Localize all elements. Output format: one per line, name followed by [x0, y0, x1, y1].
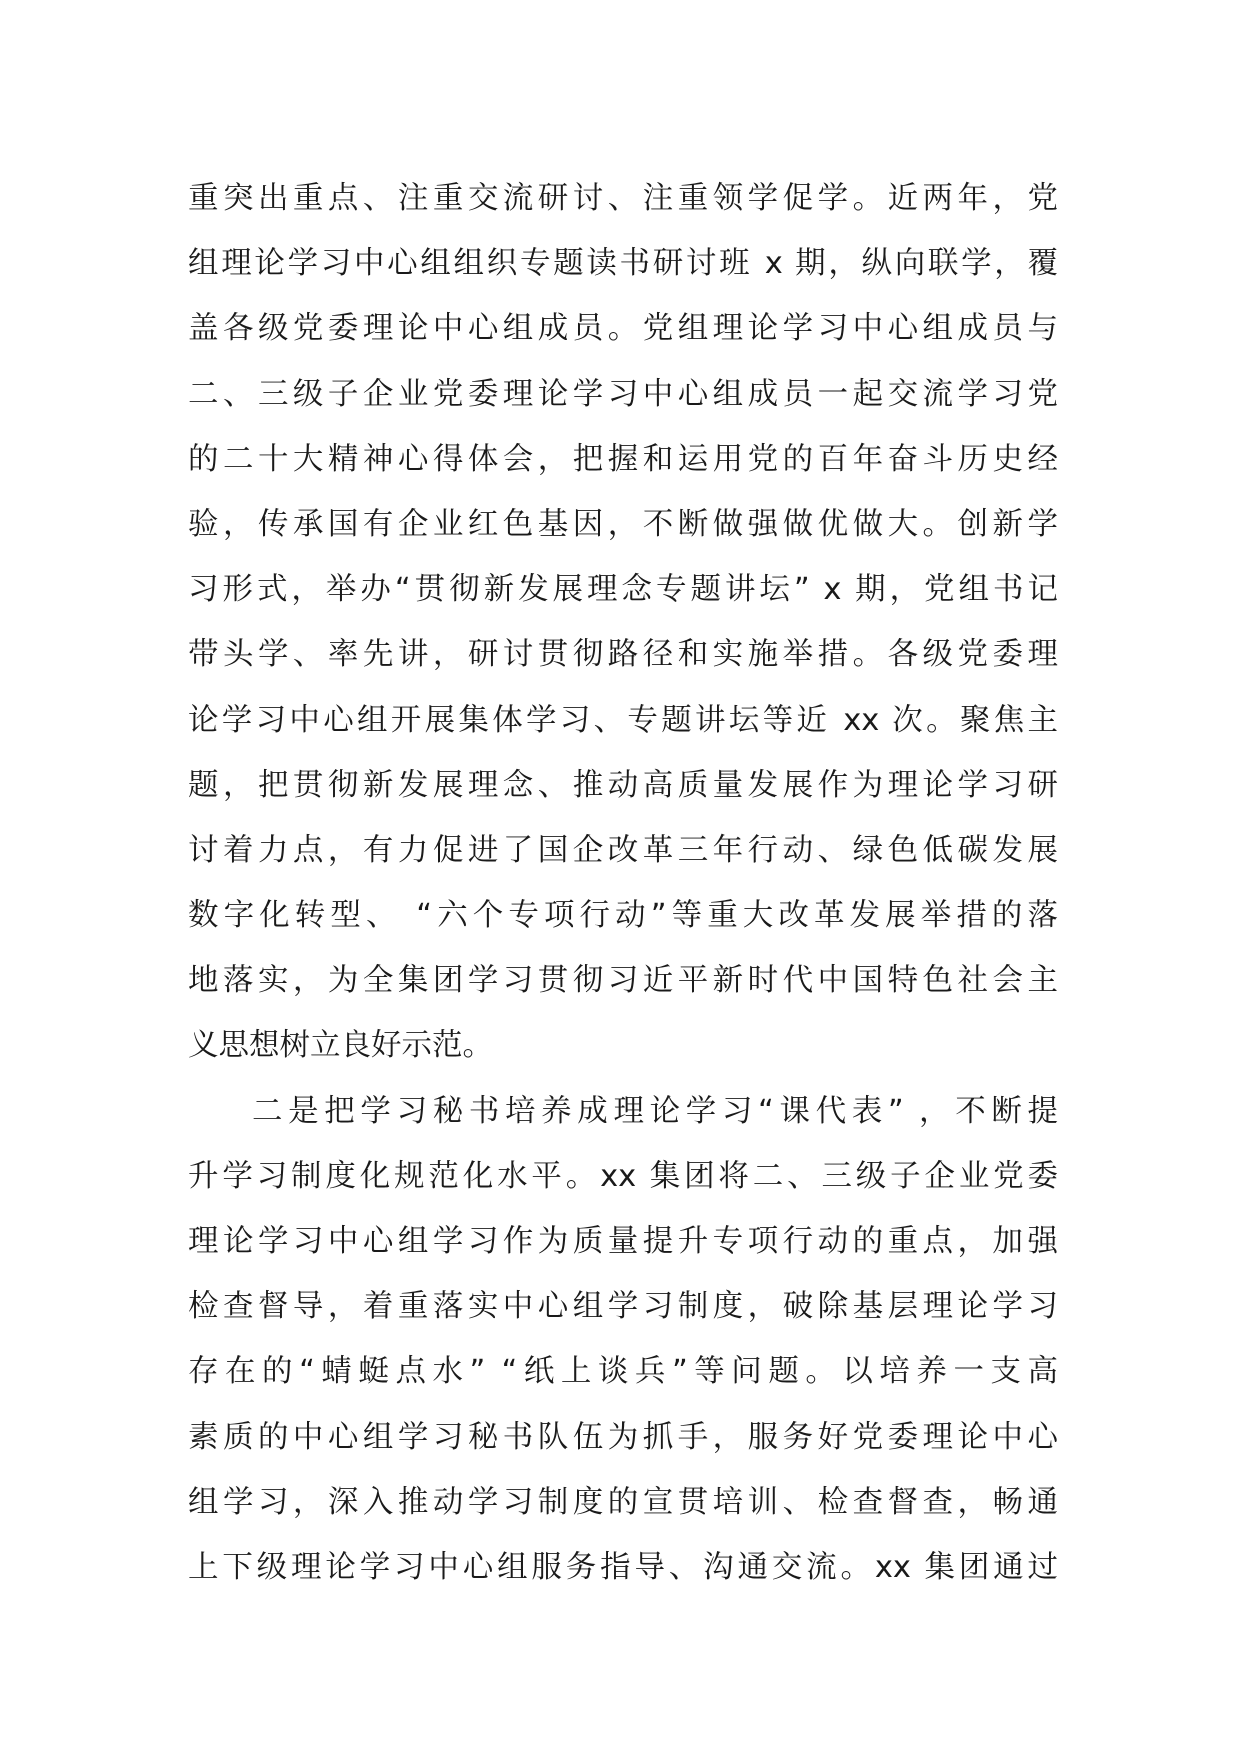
text-line-2: 组理论学习中心组组织专题读书研讨班 x 期，纵向联学，覆: [188, 246, 1058, 282]
text-line-13: 地落实，为全集团学习贯彻习近平新时代中国特色社会主: [188, 963, 1058, 999]
text-line-1: 重突出重点、注重交流研讨、注重领学促学。近两年，党: [188, 181, 1058, 216]
text-line-10: 题，把贯彻新发展理念、推动高质量发展作为理论学习研: [188, 767, 1058, 803]
text-line-7: 习形式，举办“贯彻新发展理念专题讲坛” x 期，党组书记: [188, 572, 1058, 608]
text-line-16: 升学习制度化规范化水平。xx 集团将二、三级子企业党委: [188, 1158, 1058, 1194]
text-line-22: 上下级理论学习中心组服务指导、沟通交流。xx 集团通过: [188, 1549, 1058, 1585]
text-line-20: 素质的中心组学习秘书队伍为抓手，服务好党委理论中心: [188, 1419, 1058, 1455]
text-line-3: 盖各级党委理论中心组成员。党组理论学习中心组成员与: [188, 311, 1058, 347]
text-line-12: 数字化转型、 “六个专项行动”等重大改革发展举措的落: [188, 898, 1058, 934]
text-line-5: 的二十大精神心得体会，把握和运用党的百年奋斗历史经: [188, 441, 1058, 477]
text-line-4: 二、三级子企业党委理论学习中心组成员一起交流学习党: [188, 376, 1058, 412]
text-line-8: 带头学、率先讲，研讨贯彻路径和实施举措。各级党委理: [188, 637, 1058, 673]
text-line-14: 义思想树立良好示范。: [188, 1028, 493, 1064]
text-line-15: 二是把学习秘书培养成理论学习“课代表” ，不断提: [252, 1093, 1058, 1129]
text-line-9: 论学习中心组开展集体学习、专题讲坛等近 xx 次。聚焦主: [188, 702, 1058, 738]
text-line-17: 理论学习中心组学习作为质量提升专项行动的重点，加强: [188, 1224, 1058, 1259]
text-line-11: 讨着力点，有力促进了国企改革三年行动、绿色低碳发展: [188, 832, 1058, 868]
text-line-21: 组学习，深入推动学习制度的宣贯培训、检查督查，畅通: [188, 1484, 1058, 1520]
document-body: [188, 166, 1058, 1600]
text-line-18: 检查督导，着重落实中心组学习制度，破除基层理论学习: [188, 1289, 1058, 1325]
text-line-19: 存在的“蜻蜓点水” “纸上谈兵”等问题。以培养一支高: [188, 1354, 1058, 1390]
text-line-6: 验，传承国有企业红色基因，不断做强做优做大。创新学: [188, 506, 1058, 542]
